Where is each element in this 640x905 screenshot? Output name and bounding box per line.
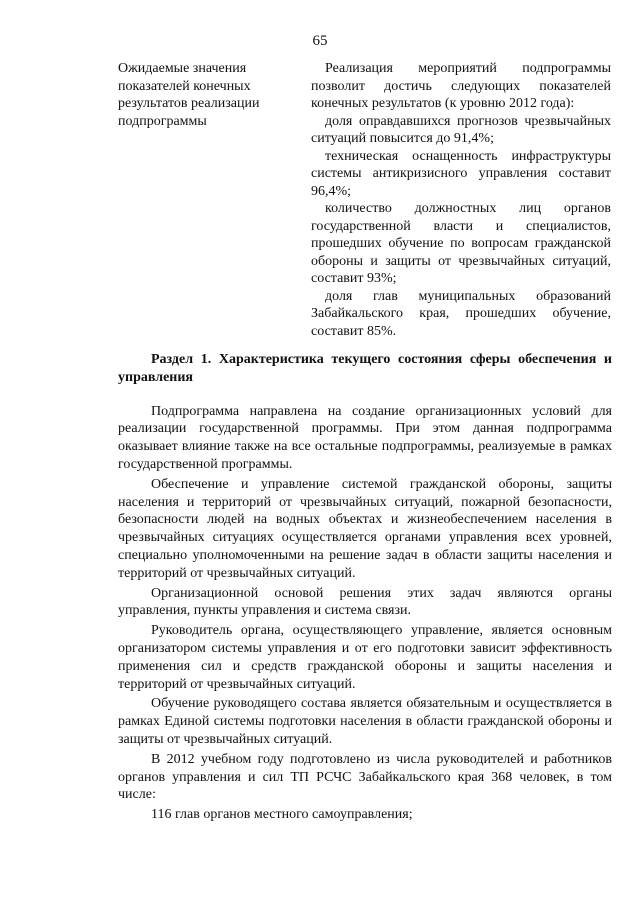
result-item: доля глав муниципальных образований Забайкальского края, прошедших обучение, составит 85%.: [311, 288, 611, 339]
result-item: доля оправдавшихся прогнозов чрезвычайных ситуаций повысится до 91,4%;: [311, 113, 611, 146]
paragraph: 116 глав органов местного самоуправления;: [151, 807, 413, 823]
section-heading: Раздел 1. Характеристика текущего состояния сферы обеспечения и управления: [118, 352, 612, 385]
paragraph: Обучение руководящего состава является обязательным и осуществляется в рамках Единой системы подготовки населения в области гражданской обороны и защиты от чрезвычайных ситуаций.: [118, 696, 612, 747]
expected-results-values: [311, 60, 611, 340]
label-line: подпрограммы: [118, 113, 207, 129]
paragraph: Руководитель органа, осуществляющего управление, является основным организатором системы управления и от его подготовки зависит эффективность применения сил и средств гражданской обороны и защиты населения и территорий от чрезвычайных ситуаций.: [118, 623, 612, 692]
results-intro: Реализация мероприятий подпрограммы позволит достичь следующих показателей конечных результатов (к уровню 2012 года):: [311, 61, 611, 111]
label-line: Ожидаемые значения: [118, 61, 247, 76]
expected-results-label: [118, 60, 288, 130]
paragraph: Организационной основой решения этих задач являются органы управления, пункты управления и система связи.: [118, 585, 612, 619]
paragraph: Обеспечение и управление системой гражданской обороны, защиты населения и территорий от чрезвычайных ситуаций, пожарной безопасности, безопасности людей на водных объектах и жизнеобеспечением населения в чрезвычайных ситуациях осуществляется органами управления всех уровней, специально уполномоченными на решение задач в области защиты населения и территорий от чрезвычайных ситуаций.: [118, 476, 612, 581]
page-number: 65: [312, 33, 328, 49]
result-item: количество должностных лиц органов государственной власти и специалистов, прошедших обучение по вопросам гражданской обороны и защиты от чрезвычайных ситуаций, составит 93%;: [311, 201, 611, 286]
section-body: [118, 351, 612, 824]
label-line: показателей конечных: [118, 78, 251, 94]
paragraph: Подпрограмма направлена на создание организационных условий для реализации государственной программы. При этом данная подпрограмма оказывает влияние также на все остальные подпрограммы, реализуемые в рамках государственной программы.: [118, 403, 612, 472]
label-line: результатов реализации: [118, 96, 260, 111]
paragraph: В 2012 учебном году подготовлено из числа руководителей и работников органов управления и сил ТП РСЧС Забайкальского края 368 человек, в том числе:: [118, 751, 612, 803]
result-item: техническая оснащенность инфраструктуры системы антикризисного управления составит 96,4%;: [311, 148, 611, 199]
